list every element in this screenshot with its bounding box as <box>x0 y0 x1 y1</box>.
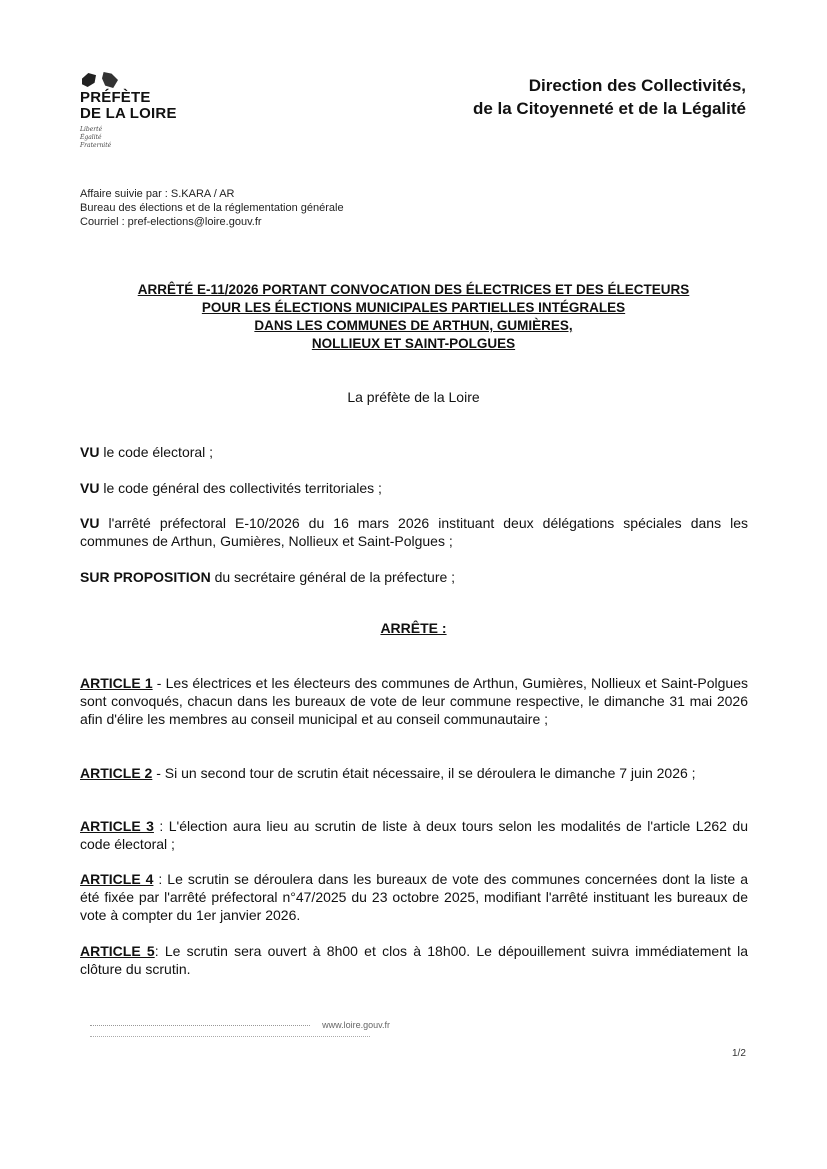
article-1: ARTICLE 1 - Les électrices et les électeurs des communes de Arthun, Gumières, Nollieux et Saint-Polgues sont convoqués, chacun dans les bureaux de vote de leur commune respective, le dimanche 31 mai 2026 afin d'élire les membres au conseil municipal et au conseil communautaire ; <box>80 675 748 727</box>
motto-fraternite: Fraternité <box>80 142 112 149</box>
prefecture-logo <box>80 70 190 150</box>
article-2: ARTICLE 2 - Si un second tour de scrutin était nécessaire, il se déroulera le dimanche 7 juin 2026 ; <box>80 765 696 781</box>
visa-3: VU l'arrêté préfectoral E-10/2026 du 16 mars 2026 instituant deux délégations spéciales dans les communes de Arthun, Gumières, Nollieux et Saint-Polgues ; <box>80 515 748 549</box>
visa-2: VU le code général des collectivités territoriales ; <box>80 480 382 496</box>
sur-proposition: SUR PROPOSITION du secrétaire général de la préfecture ; <box>80 569 456 585</box>
title-line4: NOLLIEUX ET SAINT-POLGUES <box>311 336 516 351</box>
prefete-line: La préfète de la Loire <box>347 389 480 405</box>
motto <box>80 126 190 150</box>
article-4: ARTICLE 4 : Le scrutin se déroulera dans les bureaux de vote des communes concernées dont la liste a été fixée par l'arrêté préfectoral n°47/2025 du 23 octobre 2025, modifiant l'arrêté instituant les bureaux de vote à compter du 1er janvier 2026. <box>80 871 748 923</box>
arrete-heading: ARRÊTE : <box>380 620 447 636</box>
marianne-logo-icon <box>80 70 140 90</box>
direction-line1: Direction des Collectivités, <box>528 76 746 95</box>
logo-title-line2: DE LA LOIRE <box>80 105 177 122</box>
page-number: 1/2 <box>732 1048 746 1059</box>
affaire-info <box>80 187 344 229</box>
logo-title-line1: PRÉFÈTE <box>80 89 151 106</box>
direction-line2: de la Citoyenneté et de la Légalité <box>472 99 746 118</box>
visa-1: VU le code électoral ; <box>80 444 214 460</box>
motto-liberte: Liberté <box>80 126 103 133</box>
title-line2: POUR LES ÉLECTIONS MUNICIPALES PARTIELLES INTÉGRALES <box>201 300 626 315</box>
footer-address <box>90 1022 410 1044</box>
article-3: ARTICLE 3 : L'élection aura lieu au scrutin de liste à deux tours selon les modalités de l'article L262 du code électoral ; <box>80 818 748 852</box>
title-line1: ARRÊTÉ E-11/2026 PORTANT CONVOCATION DES ÉLECTRICES ET DES ÉLECTEURS <box>137 282 690 297</box>
direction-header <box>473 74 746 120</box>
footer-url: www.loire.gouv.fr <box>322 1020 390 1030</box>
bureau-name: Bureau des élections et de la réglementation générale <box>80 202 344 214</box>
motto-egalite: Égalité <box>80 134 102 141</box>
title-line3: DANS LES COMMUNES DE ARTHUN, GUMIÈRES, <box>254 318 573 333</box>
affaire-suivie: Affaire suivie par : S.KARA / AR <box>80 188 235 200</box>
arrete-title <box>0 281 827 353</box>
courriel: Courriel : pref-elections@loire.gouv.fr <box>80 216 262 228</box>
article-5: ARTICLE 5: Le scrutin sera ouvert à 8h00 et clos à 18h00. Le dépouillement suivra immédiatement la clôture du scrutin. <box>80 943 749 977</box>
